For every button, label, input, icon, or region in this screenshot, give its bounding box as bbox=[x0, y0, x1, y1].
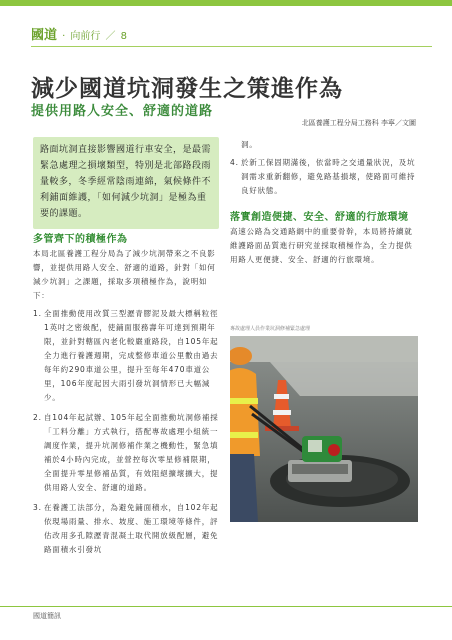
header-divider bbox=[31, 46, 432, 47]
footer-text: 國道簡訊 bbox=[33, 612, 61, 620]
measures-list bbox=[33, 307, 223, 557]
lead-box bbox=[33, 137, 219, 229]
list-item: 3. 在養護工法部分，為避免鋪面積水，自102年起依現場雨量、排水、坡度、施工環境等條件，評估改用多孔隙瀝青混凝土取代開放級配層，避免路面積水引發坑 bbox=[33, 503, 219, 554]
photo-caption: 專故處理人員作業坑洞修補緊急處理 bbox=[230, 326, 311, 332]
section-intro: 高速公路為交通路網中的重要骨幹，本局將持續就維護路面品質進行研究並採取積極作為，全力提供用路人更便捷、安全、舒適的行旅環境。 bbox=[230, 227, 413, 264]
list-continuation: 洞。 bbox=[241, 140, 258, 149]
list-item: 4. 於新工保固期滿後，依當時之交通量狀況，及坑洞需求重新翻修，避免路基損壞，使路面可維持良好狀態。 bbox=[230, 158, 416, 195]
article-author: 北區養護工程分局工務科 李寧／文圖 bbox=[301, 119, 416, 127]
column-name: 向前行 bbox=[70, 31, 101, 42]
footer-divider bbox=[0, 606, 452, 607]
article-subtitle: 提供用路人安全、舒適的道路 bbox=[31, 104, 214, 119]
header-slash: ／ bbox=[105, 31, 116, 42]
measures-list-cont bbox=[230, 156, 418, 198]
article-title: 減少國道坑洞發生之策進作為 bbox=[31, 75, 343, 102]
section-name: 國道 bbox=[31, 28, 58, 43]
section-heading: 落實創造便捷、安全、舒適的行旅環境 bbox=[230, 212, 409, 223]
list-item: 2. 自104年起試辦、105年起全面推動坑洞修補採「工料分離」方式執行，搭配專故處理小組統一調度作業，提升坑洞修補作業之機動性，緊急填補於4小時內完成，並營控每次零星修補限期，全面提升零星修補品質，有效阻絕擴壞擴大，提供用路人安全、舒適的道路。 bbox=[33, 413, 219, 492]
header-separator: · bbox=[62, 31, 66, 42]
section-intro: 本局北區養護工程分局為了減少坑洞帶來之不良影響，並提供用路人安全、舒適的道路，針對「如何減少坑洞」之課題，採取多項積極作為，說明如下： bbox=[33, 249, 216, 300]
road-repair-photo bbox=[230, 336, 418, 522]
lead-text: 路面坑洞直接影響國道行車安全，是最需緊急處理之損壞類型，特別是北部路段雨量較多，冬季經常陰雨連綿，氣候條件不利鋪面維護，「如何減少坑洞」是極為重要的課題。 bbox=[40, 145, 212, 219]
list-item: 1. 全面推動使用改質三型瀝青膠泥及最大標稱粒徑1英吋之密級配，使鋪面服務壽年可達到預期年限，並針對轄區內老化較嚴重路段，自105年起全力進行養護週期，完成整修車道公里數由過去每年約290車道公里，提升至每年470車道公里，106年度起因大雨引發坑洞情形已大幅減少。 bbox=[33, 309, 219, 402]
right-column bbox=[230, 138, 418, 267]
top-accent-bar bbox=[0, 0, 452, 6]
left-column bbox=[33, 230, 223, 557]
page-number: 8 bbox=[120, 31, 127, 42]
page-header bbox=[31, 24, 432, 54]
section-heading: 多管齊下的積極作為 bbox=[33, 234, 128, 245]
